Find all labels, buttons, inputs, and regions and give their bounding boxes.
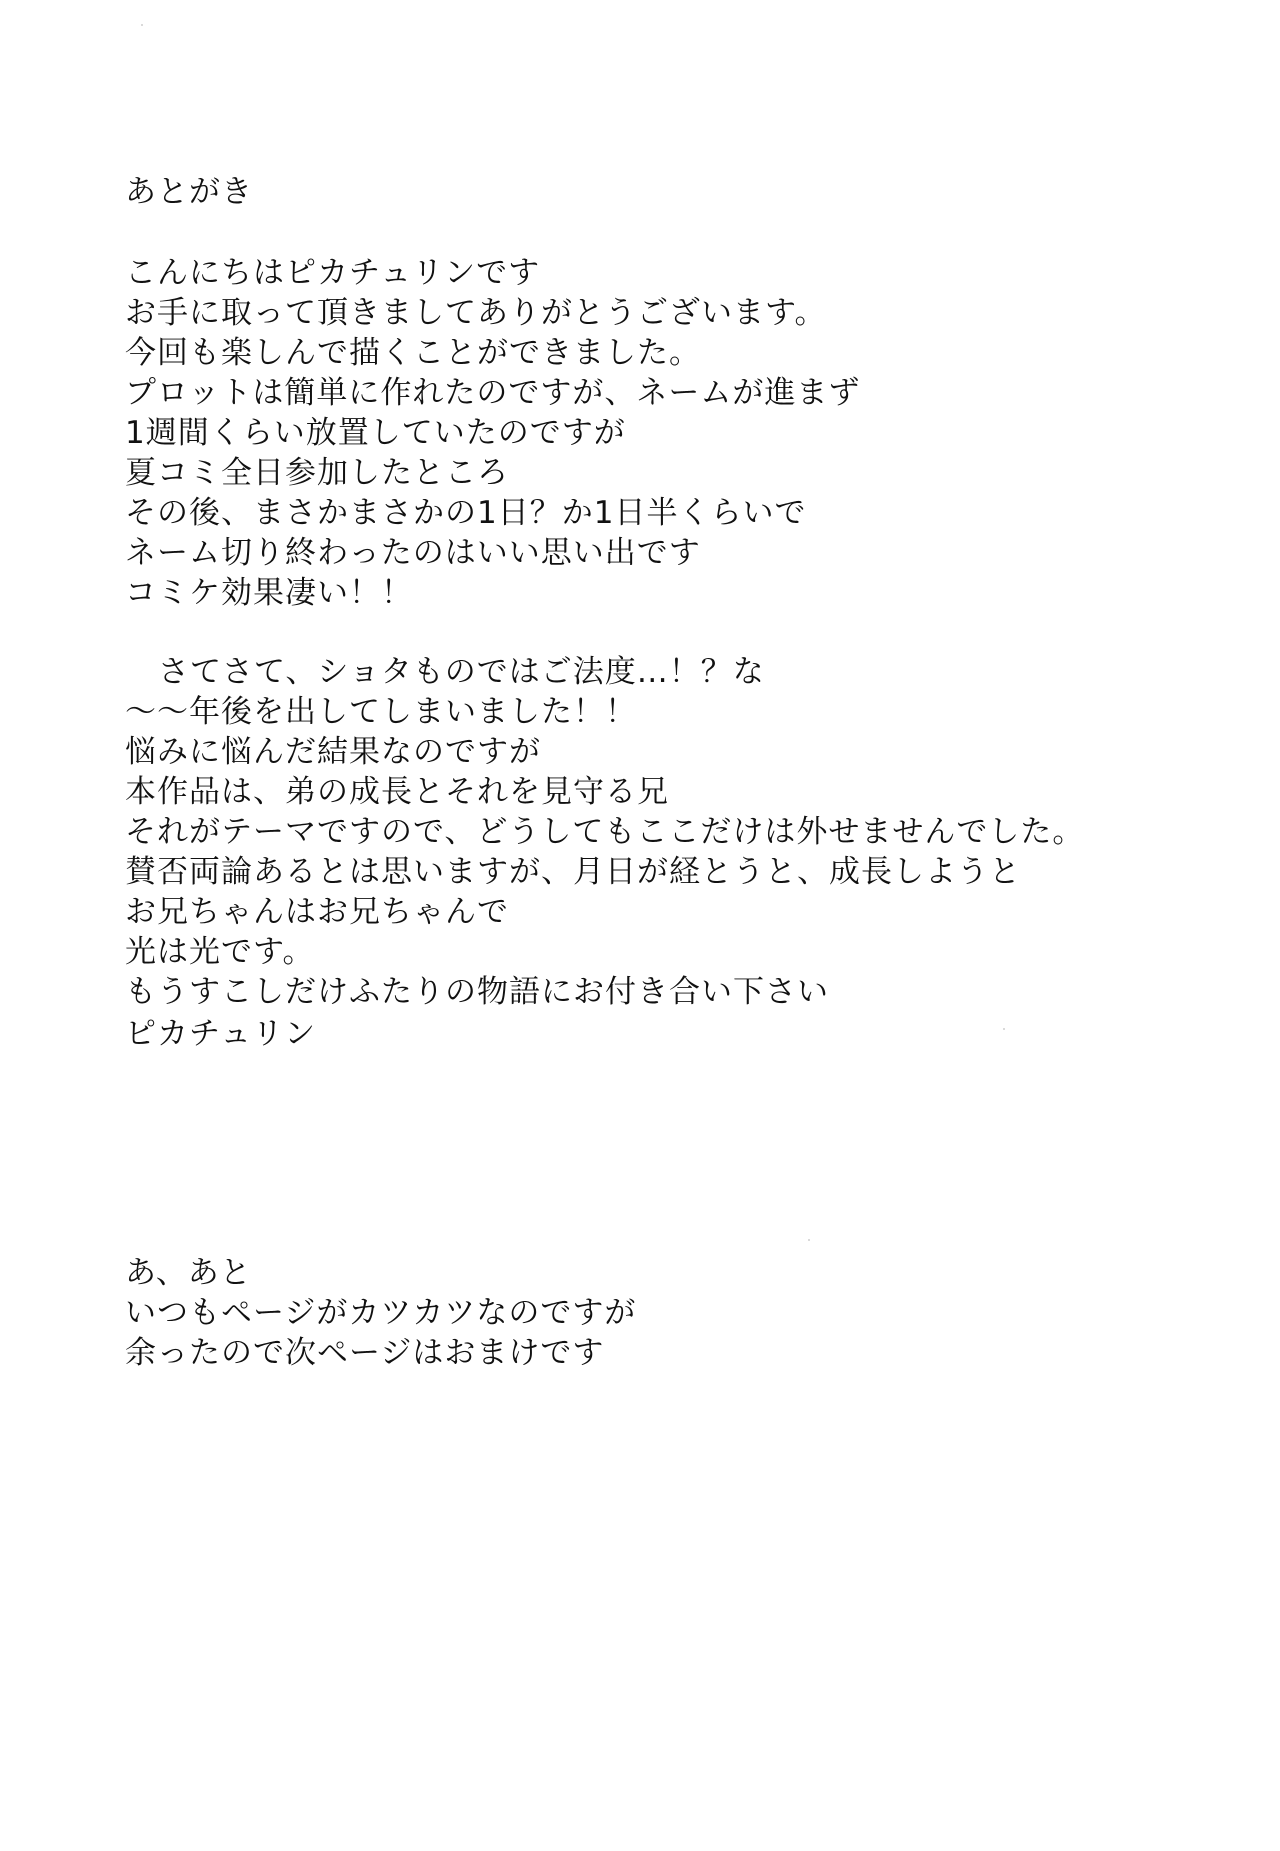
text-line: もうすこしだけふたりの物語にお付き合い下さい (125, 974, 829, 1010)
text-line: 今回も楽しんで描くことができました。 (125, 335, 701, 371)
text-line: 悩みに悩んだ結果なのですが (125, 734, 541, 770)
text-line: お手に取って頂きましてありがとうございます。 (125, 295, 827, 331)
text-line: コミケ効果凄い！！ (125, 575, 413, 611)
text-line: 夏コミ全日参加したところ (125, 455, 509, 491)
text-line: 光は光です。 (125, 934, 315, 970)
text-line: その後、まさかまさかの1日？か1日半くらいで (125, 495, 807, 531)
text-line: 本作品は、弟の成長とそれを見守る兄 (125, 774, 669, 810)
text-line: 〜〜年後を出してしまいました！！ (125, 694, 637, 730)
afterword-heading: あとがき (125, 174, 253, 210)
signature-section (125, 1014, 316, 1054)
paper-speck (141, 24, 143, 26)
heading-section (125, 172, 253, 212)
postscript-paragraph (125, 1253, 636, 1373)
text-line: 余ったので次ページはおまけです (125, 1335, 605, 1371)
text-line: あ、あと (125, 1255, 252, 1291)
text-line: 1週間くらい放置していたのですが (125, 415, 626, 451)
text-line: こんにちはピカチュリンです (125, 255, 541, 291)
author-signature: ピカチュリン (125, 1016, 317, 1052)
text-line: 賛否両論あるとは思いますが、月日が経とうと、成長しようと (125, 854, 1021, 890)
text-line: プロットは簡単に作れたのですが、ネームが進まず (125, 375, 861, 411)
text-line: お兄ちゃんはお兄ちゃんで (125, 894, 509, 930)
text-line: ネーム切り終わったのはいい思い出です (125, 535, 701, 571)
text-line: さてさて、ショタものではご法度…！？な (158, 654, 765, 690)
paper-speck (1003, 1028, 1005, 1030)
text-line: いつもページがカツカツなのですが (125, 1295, 637, 1331)
greeting-paragraph (125, 253, 860, 613)
paper-speck (808, 1239, 810, 1241)
theme-paragraph (125, 652, 1084, 1012)
text-line: それがテーマですので、どうしてもここだけは外せませんでした。 (125, 814, 1085, 850)
